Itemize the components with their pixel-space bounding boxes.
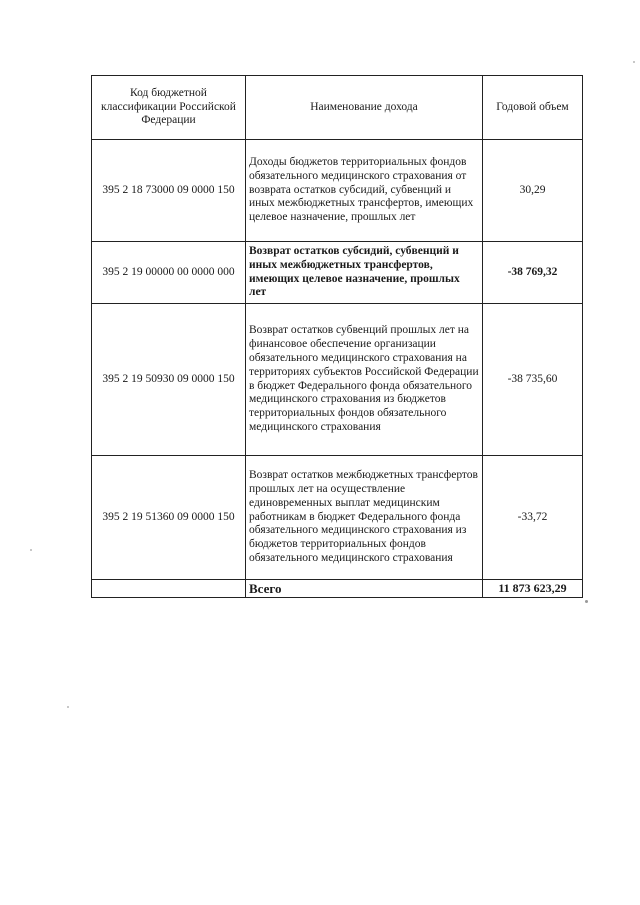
scan-speck [633, 61, 635, 63]
row-name: Доходы бюджетов территориальных фондов обязательного медицинского страхования от возврата остатков субсидий, субвенций и иных межбюджетных трансфертов, имеющих целевое назначение, прошлых лет [246, 140, 483, 242]
scan-speck [67, 706, 69, 708]
row-name: Возврат остатков межбюджетных трансфертов прошлых лет на осуществление единовременных выплат медицинским работникам в бюджет Федерального фонда обязательного медицинского страхования из бюджетов территориальных фондов обязательного медицинского страхования [246, 456, 483, 580]
table-row [92, 456, 583, 580]
row-amount: -38 769,32 [483, 242, 583, 304]
header-amount: Годовой объем [483, 76, 583, 140]
total-amount: 11 873 623,29 [483, 580, 583, 598]
total-code [92, 580, 246, 598]
row-amount: -38 735,60 [483, 304, 583, 456]
table-row [92, 304, 583, 456]
row-name: Возврат остатков субвенций прошлых лет на финансовое обеспечение организации обязательного медицинского страхования на территориях субъектов Российской Федерации в бюджет Федерального фонда обязательного медицинского страхования из бюджетов территориальных фондов обязательного медицинского страхования [246, 304, 483, 456]
row-code: 395 2 19 51360 09 0000 150 [92, 456, 246, 580]
table-header-row [92, 76, 583, 140]
table-total-row [92, 580, 583, 598]
header-code: Код бюджетной классификации Российской Федерации [92, 76, 246, 140]
row-amount: 30,29 [483, 140, 583, 242]
row-name: Возврат остатков субсидий, субвенций и иных межбюджетных трансфертов, имеющих целевое назначение, прошлых лет [246, 242, 483, 304]
budget-revenue-table [91, 75, 583, 598]
total-label: Всего [246, 580, 483, 598]
scan-mark [585, 600, 588, 603]
table-row [92, 242, 583, 304]
row-amount: -33,72 [483, 456, 583, 580]
header-name: Наименование дохода [246, 76, 483, 140]
row-code: 395 2 19 50930 09 0000 150 [92, 304, 246, 456]
scan-speck [30, 549, 32, 551]
row-code: 395 2 18 73000 09 0000 150 [92, 140, 246, 242]
table-row [92, 140, 583, 242]
row-code: 395 2 19 00000 00 0000 000 [92, 242, 246, 304]
